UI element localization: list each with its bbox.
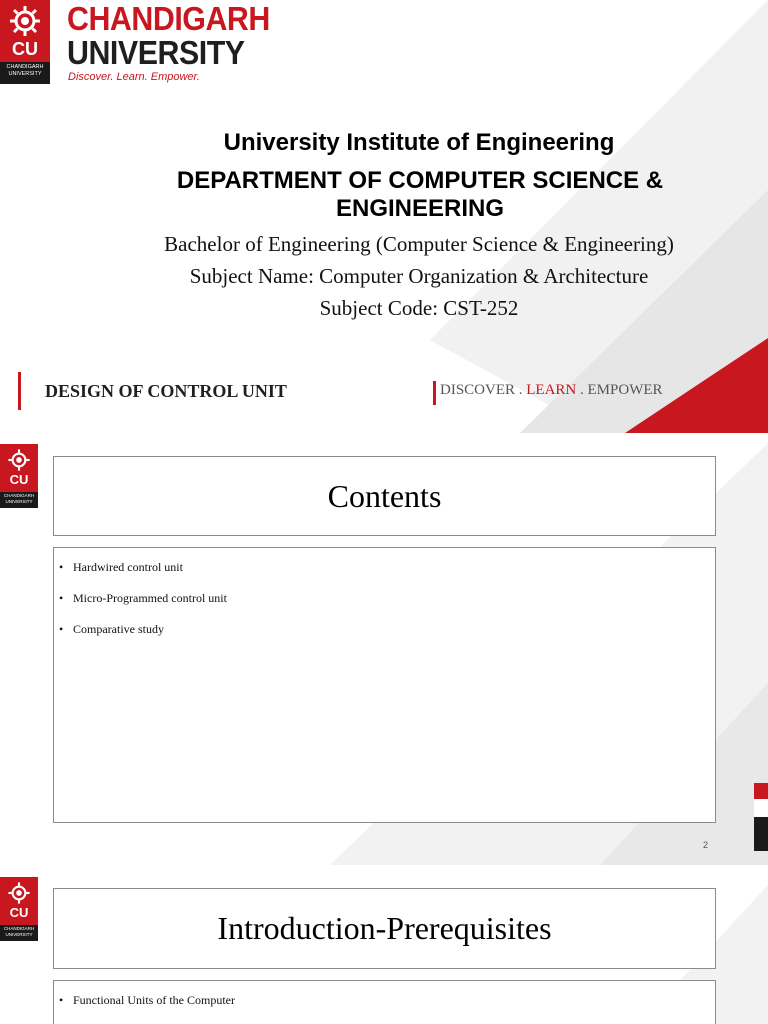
motto-empower: . EMPOWER	[576, 382, 663, 398]
brand-name-line2: UNIVERSITY	[67, 34, 245, 71]
gear-emblem-icon	[7, 881, 31, 905]
list-item: • Functional Units of the Computer	[73, 993, 235, 1008]
logo-text: CU	[12, 39, 38, 59]
department-name: DEPARTMENT OF COMPUTER SCIENCE & ENGINEERING	[176, 167, 664, 222]
logo-text: CU	[9, 905, 29, 920]
brand-tagline: Discover. Learn. Empower.	[68, 71, 200, 83]
logo-text: CU	[9, 472, 29, 487]
motto-text	[440, 382, 663, 399]
title-slide	[0, 0, 768, 433]
contents-title-box	[53, 456, 716, 536]
motto-discover: DISCOVER .	[440, 382, 527, 398]
gear-emblem-icon	[7, 448, 31, 472]
institute-name: University Institute of Engineering	[223, 129, 615, 156]
contents-title: Contents	[327, 478, 442, 514]
prerequisites-body-box	[53, 980, 716, 1024]
accent-bar	[18, 372, 21, 410]
list-item: • Micro-Programmed control unit	[73, 591, 227, 606]
subject-name-line: Subject Name: Computer Organization & Architecture	[189, 264, 649, 288]
logo-subtext: CHANDIGARH UNIVERSITY	[3, 926, 35, 937]
cu-logo-icon	[0, 877, 38, 941]
gear-emblem-icon	[8, 4, 42, 38]
cu-logo-icon	[0, 0, 50, 84]
motto-accent-bar	[433, 381, 436, 405]
list-item: • Hardwired control unit	[73, 560, 183, 575]
unit-title: DESIGN OF CONTROL UNIT	[45, 381, 287, 401]
contents-slide	[0, 433, 768, 865]
prerequisites-title-box	[53, 888, 716, 969]
prerequisites-title: Introduction-Prerequisites	[217, 910, 552, 946]
degree-line: Bachelor of Engineering (Computer Science & Engineering)	[164, 232, 674, 256]
logo-subtext: CHANDIGARH UNIVERSITY	[6, 64, 44, 77]
list-item: • Comparative study	[73, 622, 164, 637]
prerequisites-slide	[0, 865, 768, 1024]
motto-learn: LEARN	[526, 382, 577, 398]
logo-subtext: CHANDIGARH UNIVERSITY	[3, 493, 35, 504]
cu-logo-icon	[0, 444, 38, 508]
brand-name-line1: CHANDIGARH	[67, 0, 270, 37]
subject-code-line: Subject Code: CST-252	[319, 296, 519, 320]
page-number: 2	[703, 840, 709, 850]
contents-body-box	[53, 547, 716, 823]
